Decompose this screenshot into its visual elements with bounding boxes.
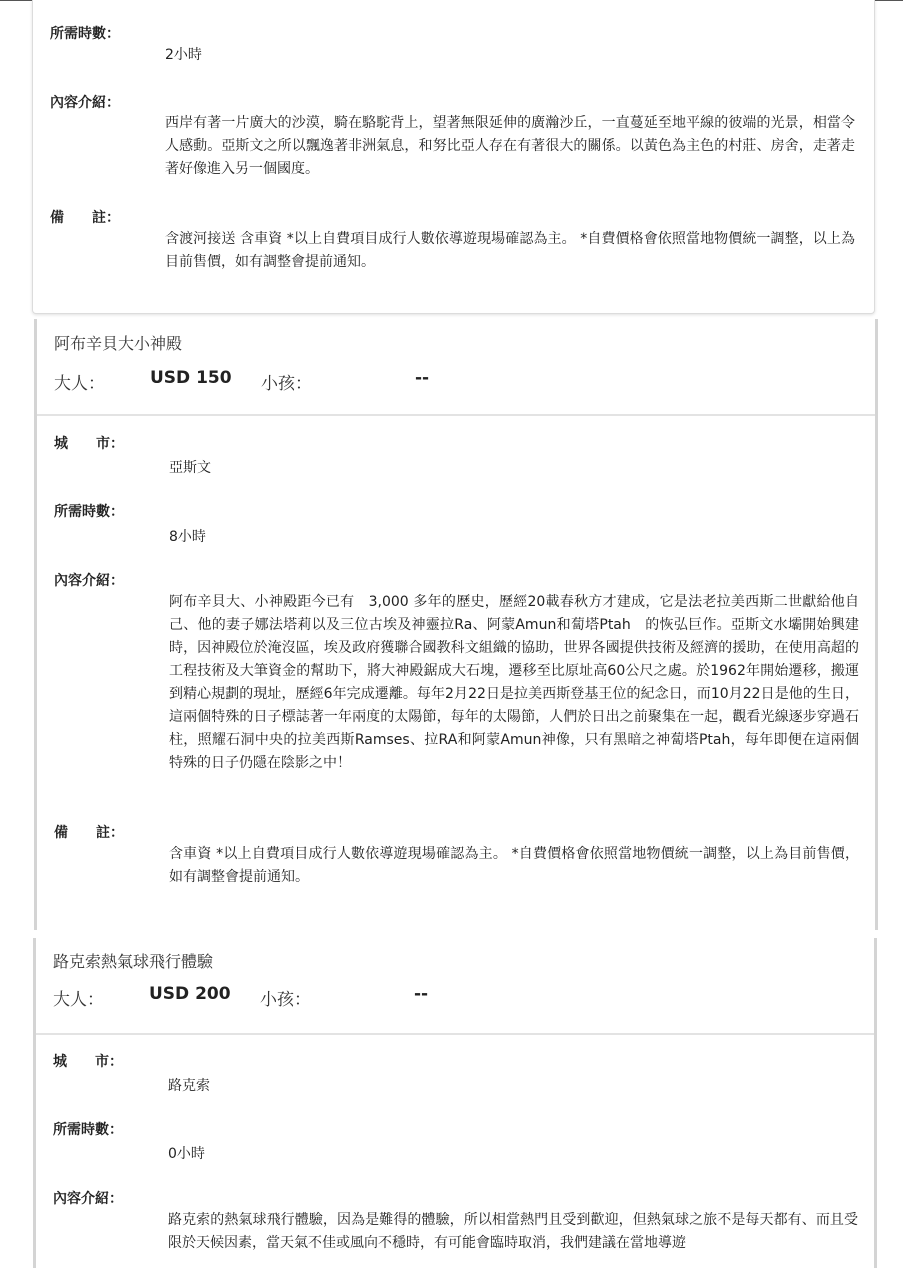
adult-price-label: 大人： (53, 990, 104, 1010)
intro-text: 阿布辛貝大、小神殿距今已有 3,000 多年的歷史，歷經20載春秋方才建成，它是法老拉美西斯二世獻給他自己、他的妻子娜法塔莉以及三位古埃及神靈拉Ra、阿蒙Amun和蔔塔Ptah 的恢弘巨作。亞斯文水壩開始興建時，因神殿位於淹沒區，埃及政府獲聯合國教科文組織的協助，世界各國提供技術及經濟的援助，在使用高超的工程技術及大筆資金的幫助下，將大神殿鋸成大石塊，遷移至比原址高60公尺之處。於1962年開始遷移，搬運到精心規劃的現址，歷經6年完成遷離。每年2月22日是拉美西斯登基王位的紀念日，而10月22日是他的生日，這兩個特殊的日子標誌著一年兩度的太陽節，每年的太陽節，人們於日出之前聚集在一起，觀看光線逐步穿過石柱，照耀石洞中央的拉美西斯Ramses、拉RA和阿蒙Amun神像，只有黑暗之神蔔塔Ptah，每年即便在這兩個特殊的日子仍隱在陰影之中！ (169, 594, 859, 771)
card-header (37, 319, 875, 416)
duration-value: 8小時 (169, 529, 206, 545)
duration-label: 所需時數： (50, 26, 120, 42)
remark-label: 備 註： (54, 825, 124, 841)
tour-title[interactable]: 阿布辛貝大小神殿 (54, 334, 183, 353)
duration-value: 2小時 (165, 47, 202, 63)
remark-text: 含車資 *以上自費項目成行人數依導遊現場確認為主。 *自費價格會依照當地物價統一調整，以上為目前售價，如有調整會提前通知。 (169, 846, 859, 885)
remark-label: 備 註： (50, 210, 120, 226)
child-price-value: -- (415, 368, 430, 388)
city-value: 亞斯文 (169, 460, 211, 476)
tour-card-abu-simbel (34, 319, 878, 930)
child-price-label: 小孩： (260, 990, 311, 1010)
tour-title[interactable]: 路克索熱氣球飛行體驗 (53, 952, 214, 971)
intro-label: 內容介紹： (54, 573, 124, 589)
city-label: 城 市： (54, 436, 124, 452)
intro-text: 西岸有著一片廣大的沙漠，騎在駱駝背上，望著無限延伸的廣瀚沙丘，一直蔓延至地平線的彼端的光景，相當令人感動。亞斯文之所以飄逸著非洲氣息，和努比亞人存在有著很大的關係。以黃色為主色的村莊、房舍，走著走著好像進入另一個國度。 (165, 115, 855, 177)
duration-value: 0小時 (168, 1146, 205, 1162)
remark-text: 含渡河接送 含車資 *以上自費項目成行人數依導遊現場確認為主。 *自費價格會依照當地物價統一調整，以上為目前售價，如有調整會提前通知。 (165, 231, 855, 270)
duration-label: 所需時數： (54, 504, 124, 520)
adult-price-label: 大人： (54, 374, 105, 394)
card-header (36, 938, 874, 1035)
tour-card-luxor-balloon (33, 938, 877, 1268)
intro-label: 內容介紹： (50, 95, 120, 111)
adult-price-value: USD 200 (149, 984, 231, 1004)
child-price-value: -- (414, 984, 429, 1004)
duration-label: 所需時數： (53, 1122, 123, 1138)
city-label: 城 市： (53, 1054, 123, 1070)
city-value: 路克索 (168, 1078, 210, 1094)
intro-label: 內容介紹： (53, 1191, 123, 1207)
tour-card-desert-camel (32, 0, 875, 314)
child-price-label: 小孩： (261, 374, 312, 394)
adult-price-value: USD 150 (150, 368, 232, 388)
intro-text: 路克索的熱氣球飛行體驗，因為是難得的體驗，所以相當熱門且受到歡迎，但熱氣球之旅不是每天都有、而且受限於天候因素，當天氣不佳或風向不穩時，有可能會臨時取消，我們建議在當地導遊 (168, 1212, 858, 1251)
